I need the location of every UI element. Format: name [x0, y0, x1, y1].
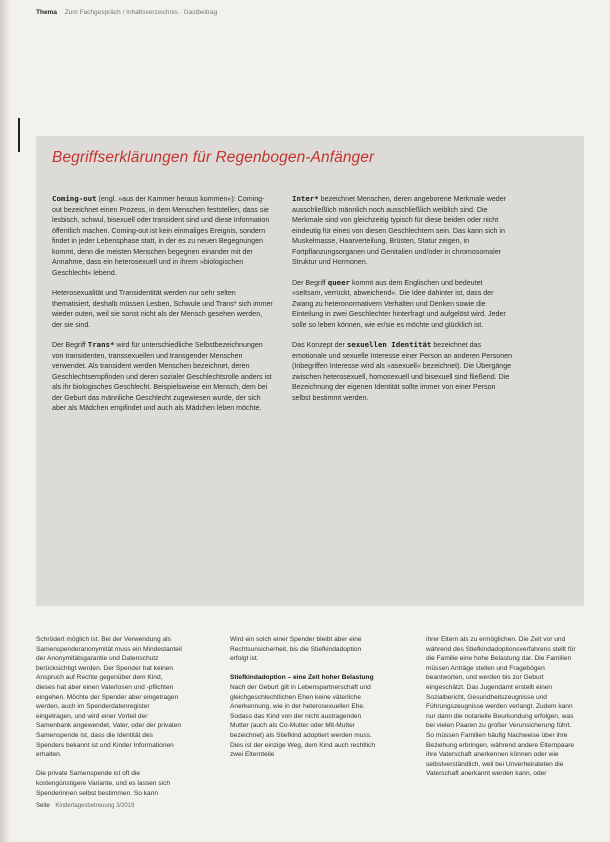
- glossary-entry: [52, 288, 274, 330]
- body-column-1: [36, 635, 182, 808]
- glossary-entry: [292, 194, 514, 268]
- glossary-entry: [292, 278, 514, 331]
- glossary-term: sexuellen Identität: [346, 340, 432, 349]
- body-column-3: [426, 635, 576, 789]
- glossary-pre: Der Begriff: [292, 278, 328, 287]
- footer-source: Kindertagesbetreuung 3/2019: [55, 803, 135, 809]
- glossary-text: (engl. »aus der Kammer heraus kommen«): Coming-out bezeichnet einen Prozess, in dem Menschen feststellen, dass sie lesbisch, schwul, bisexuell oder transident sind und diese Information öffentlich machen. Coming-out ist kein einmaliges Ereignis, sondern findet in jeder Lebensphase statt, in der es zu neuen Begegnungen kommt, denn die meisten Menschen begegnen einander mit der Annahme, dass ein heterosexuell und in ihrem »biologischen Geschlecht« lebend.: [52, 195, 270, 277]
- glossary-text: wird für unterschiedliche Selbstbezeichnungen von transidenten, transsexuellen und transgender Menschen verwendet. Als transident werden Menschen bezeichnet, deren Geschlechtsempfinden und deren sozialer Geschlechtsrolle anders ist als ihr biologisches Geschlecht. Beispielsweise ein Mensch, dem bei der Geburt das männliche Geschlecht zugewiesen wurde, der sich aber als Mädchen empfindet und auch als Mädchen leben möchte.: [52, 341, 272, 412]
- header-section-label: Thema: [36, 9, 57, 16]
- glossary-entry: [52, 340, 274, 414]
- glossary-text: Heterosexualität und Transidentität werden nur sehr selten thematisiert, deshalb müssen Lesben, Schwule und Trans* sich immer wieder outen, weil sie sonst nicht als der Mensch gesehen werden, der sie sind.: [52, 289, 273, 329]
- glossary-text: bezeichnet Menschen, deren angeborene Merkmale weder ausschließlich männlich noch ausschließlich weiblich sind. Die Merkmale sind von gleichzeitig typisch für diese beiden oder nicht eindeutig für eines von diesen Geschlechtern sein. Das kann sich in Muskelmasse, Haarverteilung, Brüsten, Statur zeigen, in Fortpflanzungsorganen und Genitalien und/oder in chromosomaler Struktur und Hormonen.: [292, 195, 507, 266]
- page-binding-shadow: [0, 0, 10, 842]
- glossary-column-left: [52, 194, 274, 424]
- running-header: [36, 9, 217, 16]
- page-footer: [36, 803, 134, 809]
- glossary-text: kommt aus dem Englischen und bedeutet »seltsam, verrückt, abweichend«. Die Idee dahinter ist, dass der Zwang zu heteronormativem Verhalten und Denken sowie die Einteilung in zwei Geschlechter hinterfragt und aufgelöst wird. Jeder solle so leben können, wie er/sie es möchte und glücklich ist.: [292, 278, 506, 329]
- page-number: Seite: [36, 803, 50, 809]
- body-paragraph: Die private Samenspende ist oft die kostengünstigere Variante, und es lassen sich Spenderinnen selbst bestimmen. So kann: [36, 770, 171, 797]
- glossary-term: Trans*: [87, 340, 115, 349]
- glossary-column-right: [292, 194, 514, 413]
- glossary-term: Inter*: [292, 194, 319, 203]
- glossary-entry: [52, 194, 274, 278]
- glossary-term: Coming-out: [52, 194, 97, 203]
- glossary-pre: Der Begriff: [52, 341, 88, 349]
- header-rubric: Zum Fachgespräch / Inhaltsverzeichnis · Gastbeitrag: [64, 9, 218, 16]
- glossary-pre: Das Konzept der: [292, 341, 347, 349]
- glossary-term: queer: [327, 277, 350, 287]
- body-paragraph: Schrödert möglich ist. Bei der Verwendung als Samenspenderanonymität muss ein Mindestanteil der Anonymitätsgarantie und Datenschutz berücksichtigt werden. Der Spender hat keinen Anspruch auf Rechte gegenüber dem Kind, dieses hat aber einen Vaterlosen und -pflichten eingehen. Möchte der Spender aber eingetragen werden, auch im Spenderdatenregister eingetragen, und wird einer Vorteil der Samenbank angewendet, Vater, oder der privaten Samenspende ist, dass die Identität des Spenders bekannt ist und Kinder Informationen erhalten.: [36, 636, 182, 759]
- body-paragraph: Nach der Geburt gilt in Lebenspartnerschaft und gleichgeschlechtlichen Ehen keine väterliche Anerkennung, wie in der heterosexuellen Ehe. Sodass das Kind von der nicht austragenden Mutter (auch als Co-Mutter oder Mit-Mutter bezeichnet) als Stiefkind adoptiert werden muss. Dies ist der einzige Weg, dem Kind auch rechtlich zwei Elternteile: [230, 683, 376, 759]
- body-column-2: [230, 635, 380, 769]
- glossary-title: Begriffserklärungen für Regenbogen-Anfänger: [52, 149, 375, 166]
- glossary-text: bezeichnet das emotionale und sexuelle Interesse einer Person an anderen Personen (Inbegriffen Interesse wird als »asexuell« bezeichnet). Die Übergänge zwischen heterosexuell, homosexuell und bisexuell sind fließend. Die Bezeichnung der eigenen Identität sollte immer von einer Person selbst bestimmt werden.: [292, 341, 513, 402]
- body-subheading: Stiefkindadoption – eine Zeit hoher Belastung: [230, 674, 374, 682]
- body-paragraph: ihrer Eltern als zu ermöglichen. Die Zeit vor und während des Stiefkindadoptionsverfahrens stellt für die Familie eine hohe Belastung dar. Die Familien müssen Anträge stellen und Fragebögen beantworten, und werden bis zur Geburt eingeschätzt. Das Jugendamt erstellt einen Sozialbericht, Gesundheitszeugnisse und Führungszeugnisse werden verlangt. Zudem kann nur dann die notarielle Beurkundung erfolgen, was bei vielen Paaren zu großer Verunsicherung führt. So müssen Familien häufig Nachweise über ihre Beziehung erbringen, während andere Elternpaare ihre Vaterschaft anerkennen können oder wie selbstverständlich, weil bei Unverheirateten die Vaterschaft anerkannt werden kann, oder: [426, 636, 576, 778]
- margin-marker: [18, 118, 20, 152]
- body-paragraph: Wird ein solch einer Spender bleibt aber eine Rechtsunsicherheit, bis die Stiefkindadoption erfolgt ist.: [230, 636, 362, 663]
- glossary-entry: [292, 340, 514, 403]
